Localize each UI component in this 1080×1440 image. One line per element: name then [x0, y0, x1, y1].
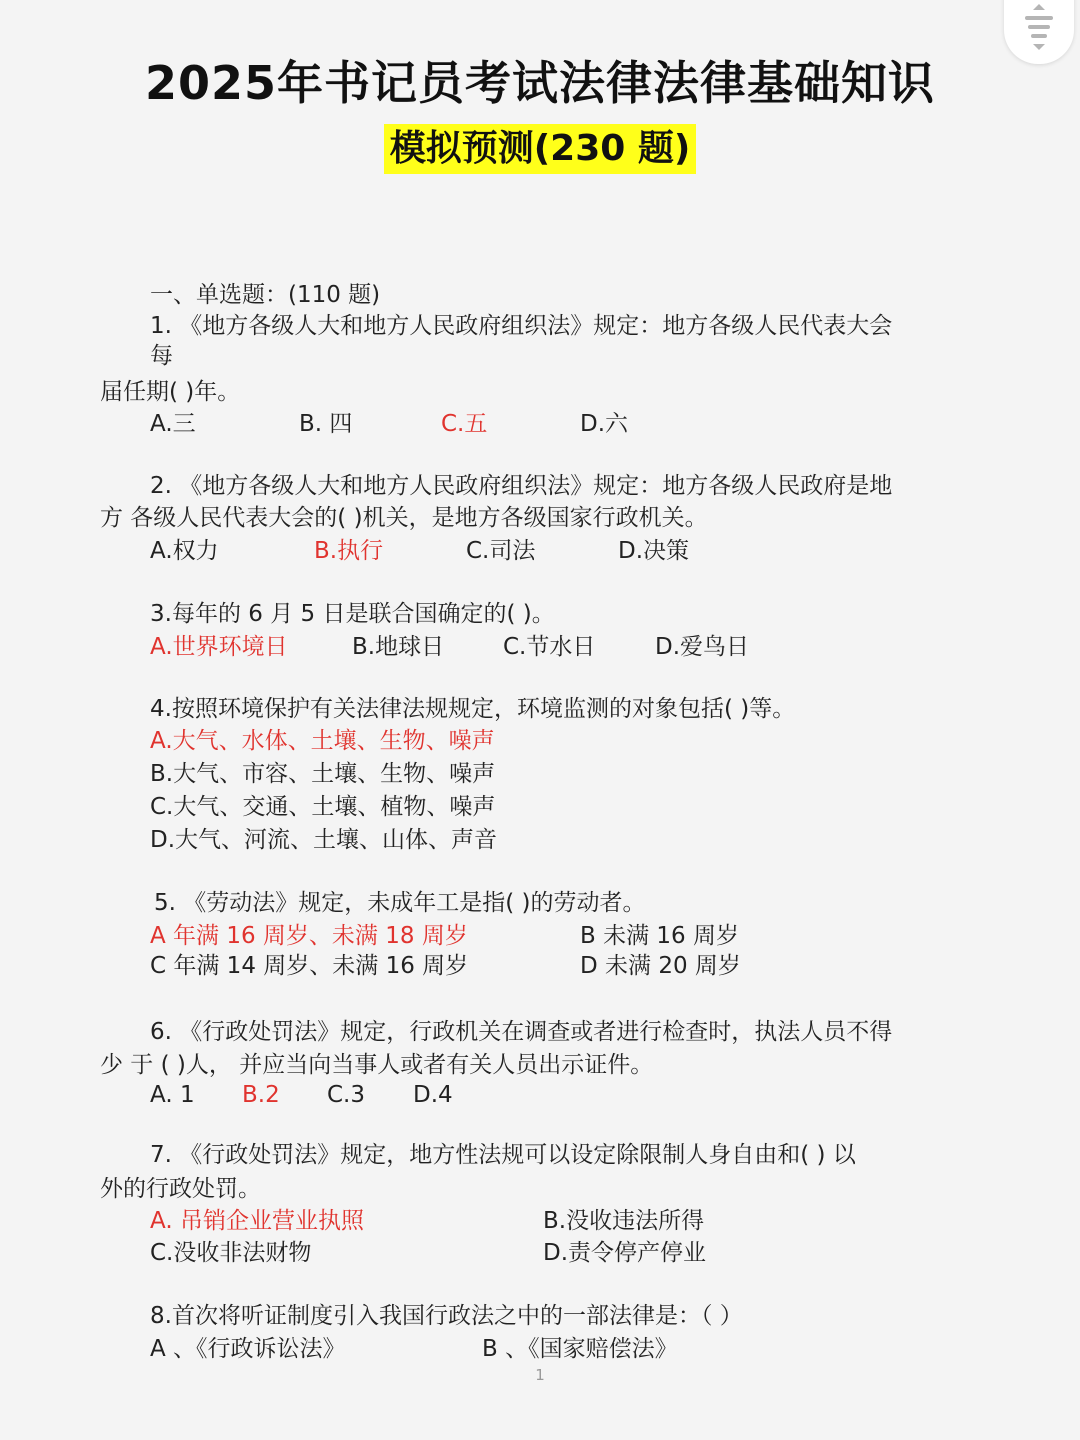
question-1-option-d: D.六 [580, 411, 629, 437]
question-2-line-2: 方 各级人民代表大会的( )机关，是地方各级国家行政机关。 [100, 505, 708, 531]
question-6-option-b: B.2 [242, 1082, 280, 1108]
question-3-option-a: A.世界环境日 [150, 634, 288, 660]
question-1-option-c: C.五 [441, 411, 488, 437]
question-4-option-c: C.大气、交通、土壤、植物、噪声 [150, 794, 496, 820]
question-5-option-b: B 未满 16 周岁 [580, 923, 739, 949]
question-7-option-b: B.没收违法所得 [543, 1208, 705, 1234]
page-number: 1 [535, 1366, 545, 1384]
question-5-option-d: D 未满 20 周岁 [580, 953, 741, 979]
question-8-line-1: 8.首次将听证制度引入我国行政法之中的一部法律是：（ ） [150, 1303, 743, 1329]
question-6-option-a: A. 1 [150, 1082, 195, 1108]
question-1-option-a: A.三 [150, 411, 196, 437]
question-5-option-a: A 年满 16 周岁、未满 18 周岁 [150, 923, 468, 949]
question-1-line-1: 1. 《地方各级人大和地方人民政府组织法》规定：地方各级人民代表大会 [150, 313, 893, 339]
question-7-option-c: C.没收非法财物 [150, 1240, 312, 1266]
question-1-line-3: 届任期( )年。 [100, 379, 241, 405]
question-5-line-1: 5. 《劳动法》规定，未成年工是指( )的劳动者。 [154, 890, 646, 916]
question-8-option-b: B 、《国家赔偿法》 [482, 1336, 678, 1362]
question-7-option-a: A. 吊销企业营业执照 [150, 1208, 364, 1234]
question-7-line-1: 7. 《行政处罚法》规定，地方性法规可以设定除限制人身自由和( ) 以 [150, 1142, 856, 1168]
question-3-option-b: B.地球日 [352, 634, 445, 660]
list-menu-icon [1021, 2, 1057, 54]
question-6-option-c: C.3 [327, 1082, 366, 1108]
question-7-line-2: 外的行政处罚。 [100, 1176, 261, 1202]
question-3-option-c: C.节水日 [503, 634, 596, 660]
question-4-option-d: D.大气、河流、土壤、山体、声音 [150, 827, 498, 853]
question-6-line-1: 6. 《行政处罚法》规定，行政机关在调查或者进行检查时，执法人员不得 [150, 1019, 893, 1045]
question-2-option-c: C.司法 [466, 538, 536, 564]
question-4-option-b: B.大气、市容、土壤、生物、噪声 [150, 761, 496, 787]
question-4-line-1: 4.按照环境保护有关法律法规规定，环境监测的对象包括( )等。 [150, 696, 796, 722]
section-heading: 一、单选题：(110 题) [150, 282, 381, 308]
question-6-option-d: D.4 [413, 1082, 453, 1108]
question-5-option-c: C 年满 14 周岁、未满 16 周岁 [150, 953, 469, 979]
question-3-line-1: 3.每年的 6 月 5 日是联合国确定的( )。 [150, 601, 555, 627]
question-2-line-1: 2. 《地方各级人大和地方人民政府组织法》规定：地方各级人民政府是地 [150, 473, 893, 499]
question-1-line-2: 每 [150, 343, 173, 369]
question-1-option-b: B. 四 [299, 411, 353, 437]
question-6-line-2: 少 于 ( )人， 并应当向当事人或者有关人员出示证件。 [100, 1052, 654, 1078]
document-title: 2025年书记员考试法律法律基础知识 [144, 56, 936, 110]
question-2-option-d: D.决策 [618, 538, 690, 564]
question-2-option-a: A.权力 [150, 538, 219, 564]
question-8-option-a: A 、《行政诉讼法》 [150, 1336, 346, 1362]
document-subtitle: 模拟预测(230 题) [384, 124, 697, 174]
question-7-option-d: D.责令停产停业 [543, 1240, 707, 1266]
question-2-option-b: B.执行 [314, 538, 384, 564]
question-4-option-a: A.大气、水体、土壤、生物、噪声 [150, 728, 495, 754]
question-3-option-d: D.爱鸟日 [655, 634, 750, 660]
